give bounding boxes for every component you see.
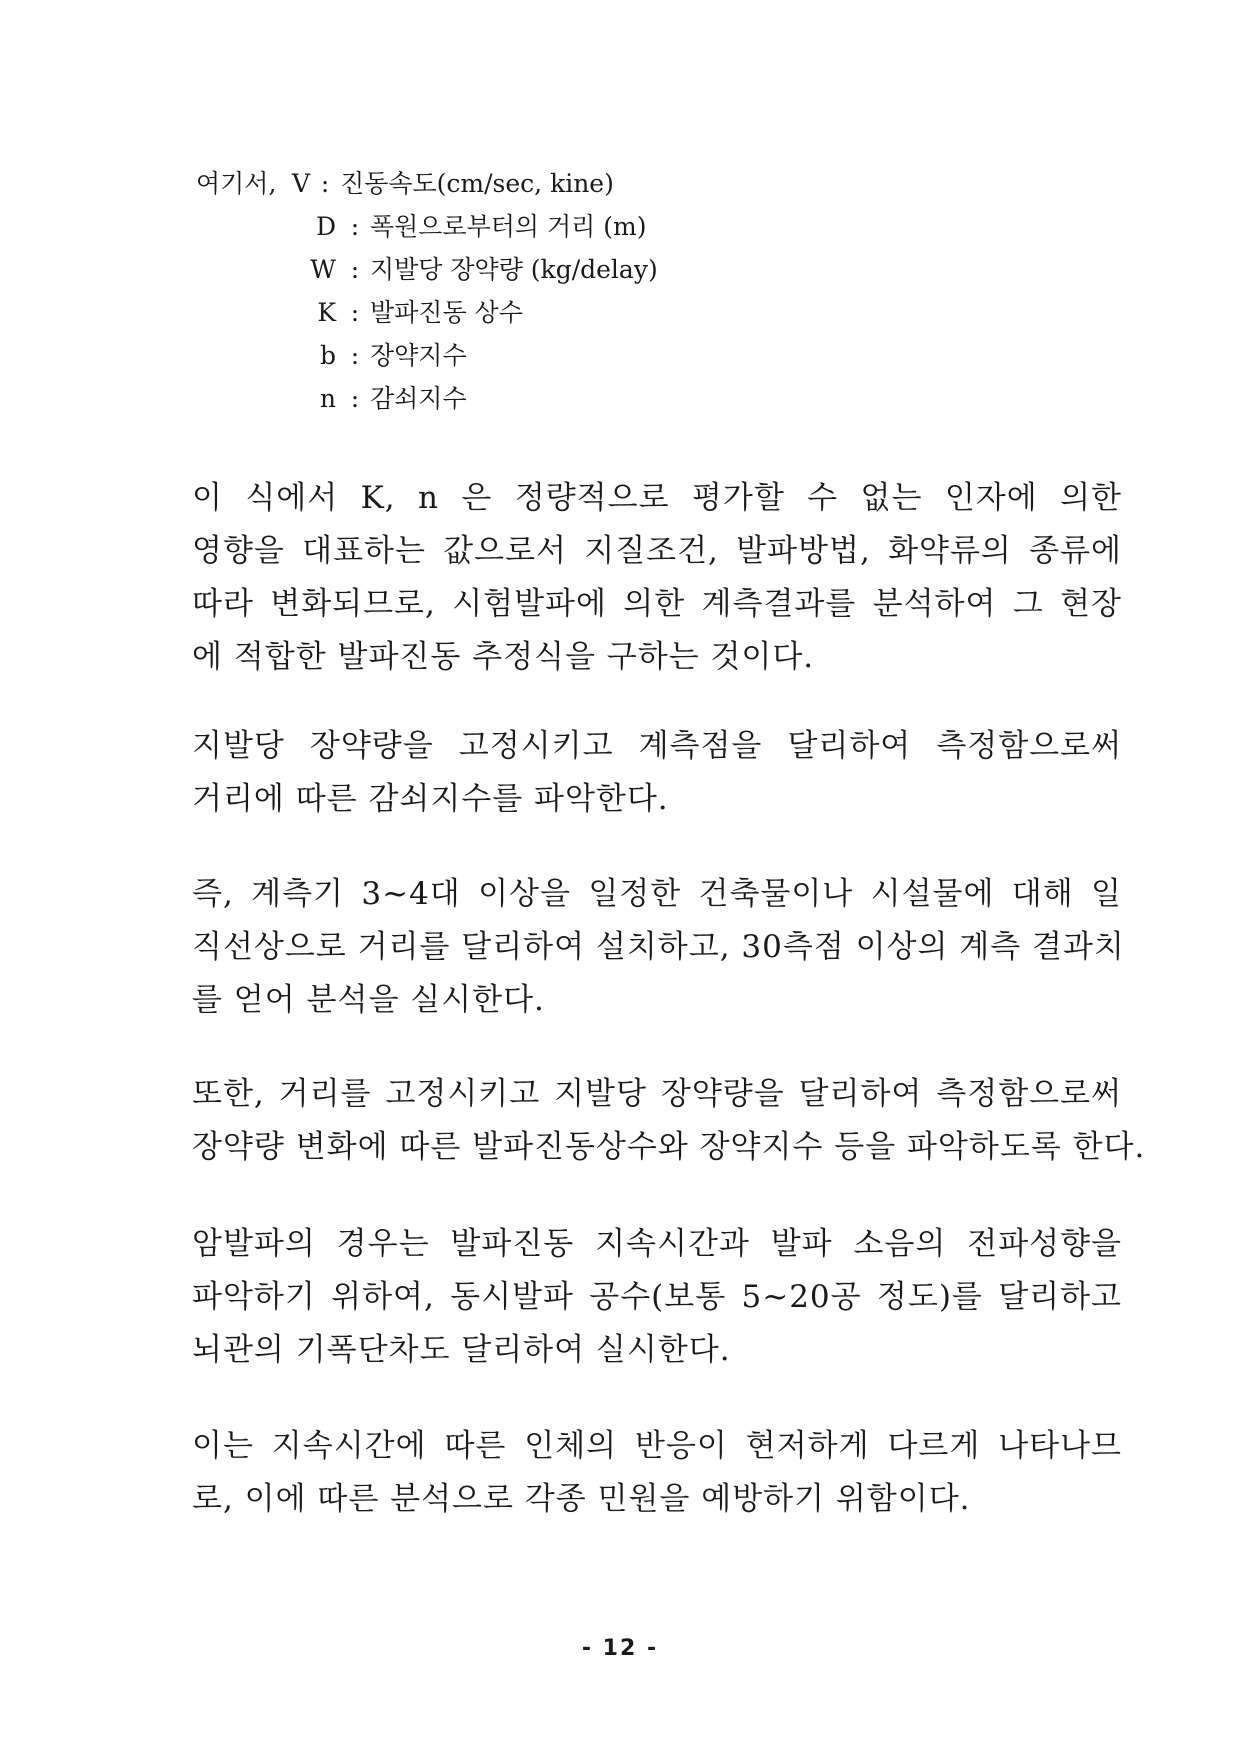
definition-symbol: W	[310, 255, 336, 284]
paragraph-rock-blasting	[192, 1218, 1122, 1377]
variable-definitions	[196, 162, 896, 420]
paragraph-line: 즉, 계측기 3~4대 이상을 일정한 건축물이나 시설물에 대해 일	[192, 876, 1122, 912]
paragraph-line: 에 적합한 발파진동 추정식을 구하는 것이다.	[192, 639, 815, 675]
paragraph-line: 뇌관의 기폭단차도 달리하여 실시한다.	[192, 1332, 731, 1368]
definition-symbol: D	[315, 212, 336, 241]
definition-description: 지발당 장약량 (kg/delay)	[370, 255, 658, 284]
paragraph-complaint-prevention	[192, 1420, 1122, 1526]
definition-symbol: b	[319, 341, 336, 370]
definition-colon: :	[320, 169, 330, 198]
paragraph-line: 장약량 변화에 따른 발파진동상수와 장약지수 등을 파악하도록 한다.	[192, 1129, 1146, 1165]
definition-symbol: n	[319, 384, 336, 413]
definition-symbol: V	[292, 169, 311, 198]
definition-row	[196, 162, 896, 205]
definition-colon: :	[350, 212, 360, 241]
paragraph-line: 이는 지속시간에 따른 인체의 반응이 현저하게 다르게 나타나므	[192, 1428, 1122, 1464]
paragraph-line: 이 식에서 K, n 은 정량적으로 평가할 수 없는 인자에 의한	[192, 480, 1122, 516]
definition-row	[196, 334, 896, 377]
paragraph-formula-explanation	[192, 472, 1122, 684]
definition-row	[196, 205, 896, 248]
definition-colon: :	[350, 341, 360, 370]
definition-description: 폭원으로부터의 거리 (m)	[370, 212, 647, 241]
paragraph-line: 영향을 대표하는 값으로서 지질조건, 발파방법, 화약류의 종류에	[192, 533, 1122, 569]
definition-colon: :	[350, 255, 360, 284]
definition-description: 장약지수	[370, 341, 467, 370]
paragraph-line: 직선상으로 거리를 달리하여 설치하고, 30측점 이상의 계측 결과치	[192, 929, 1125, 965]
paragraph-line: 또한, 거리를 고정시키고 지발당 장약량을 달리하여 측정함으로써	[192, 1076, 1122, 1112]
definition-symbol: K	[317, 298, 336, 327]
paragraph-line: 따라 변화되므로, 시험발파에 의한 계측결과를 분석하여 그 현장	[192, 586, 1122, 622]
definition-colon: :	[350, 384, 360, 413]
paragraph-line: 파악하기 위하여, 동시발파 공수(보통 5~20공 정도)를 달리하고	[192, 1279, 1122, 1315]
paragraph-line: 를 얻어 분석을 실시한다.	[192, 982, 545, 1018]
paragraph-line: 지발당 장약량을 고정시키고 계측점을 달리하여 측정함으로써	[192, 728, 1122, 764]
definition-row	[196, 377, 896, 420]
paragraph-measurement-setup	[192, 868, 1125, 1027]
definition-row	[196, 248, 896, 291]
paragraph-fixed-charge	[192, 720, 1122, 826]
definitions-intro: 여기서,	[196, 169, 277, 198]
definition-description: 발파진동 상수	[370, 298, 523, 327]
definition-row	[196, 291, 896, 334]
paragraph-line: 로, 이에 따른 분석으로 각종 민원을 예방하기 위함이다.	[192, 1481, 971, 1517]
paragraph-line: 암발파의 경우는 발파진동 지속시간과 발파 소음의 전파성향을	[192, 1226, 1122, 1262]
paragraph-line: 거리에 따른 감쇠지수를 파악한다.	[192, 781, 669, 817]
paragraph-fixed-distance	[192, 1068, 1146, 1174]
definition-colon: :	[350, 298, 360, 327]
page-number: - 12 -	[581, 1636, 659, 1661]
definition-description: 진동속도(cm/sec, kine)	[340, 169, 614, 198]
definition-description: 감쇠지수	[370, 384, 467, 413]
